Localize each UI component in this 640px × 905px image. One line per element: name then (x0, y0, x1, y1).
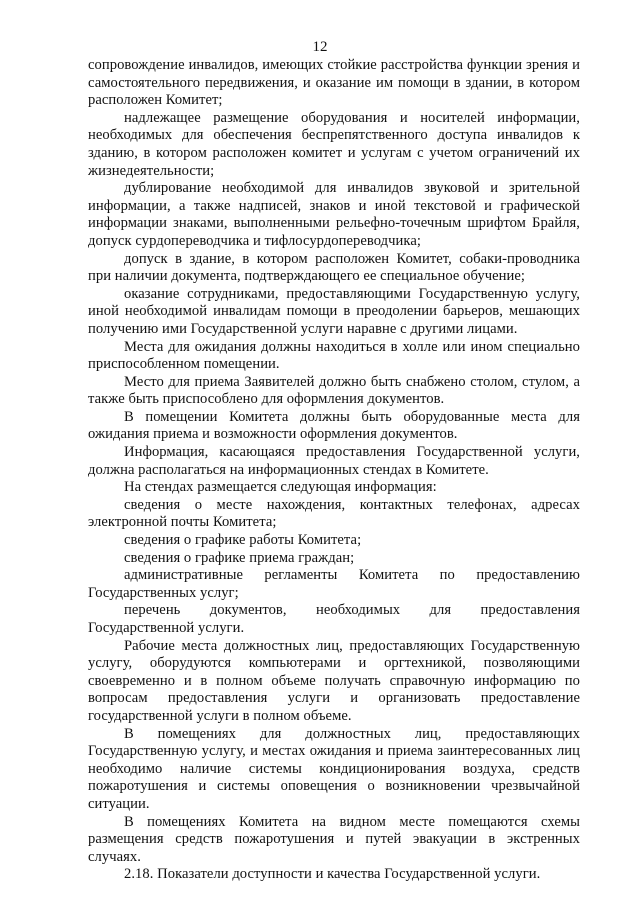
paragraph: В помещениях Комитета на видном месте помещаются схемы размещения средств пожаротушения и путей эвакуации в экстренных случаях. (88, 813, 580, 865)
document-body (88, 57, 580, 884)
paragraph: В помещениях для должностных лиц, предоставляющих Государственную услугу, и местах ожидания и приема заинтересованных лиц необходимо наличие системы кондиционирования воздуха, средств пожаротушения и системы оповещения о возникновении чрезвычайной ситуации. (88, 725, 580, 812)
paragraph: перечень документов, необходимых для предоставления Государственной услуги. (88, 602, 580, 636)
paragraph: Места для ожидания должны находиться в холле или ином специально приспособленном помещении. (88, 338, 580, 373)
page-number: 12 (312, 39, 328, 55)
paragraph: Рабочие места должностных лиц, предоставляющих Государственную услугу, оборудуются компьютерами и оргтехникой, позволяющими своевременно и в полном объеме получать справочную информацию по вопросам предоставления услуги и организовать предоставление государственной услуги в полном объеме. (88, 637, 580, 724)
paragraph: В помещении Комитета должны быть оборудованные места для ожидания приема и возможности оформления документов. (88, 408, 580, 443)
paragraph: оказание сотрудниками, предоставляющими Государственную услугу, иной необходимой инвалидам помощи в преодолении барьеров, мешающих получению ими Государственной услуги наравне с другими лицами. (88, 285, 580, 337)
paragraph: сведения о месте нахождения, контактных телефонах, адресах электронной почты Комитета; (88, 496, 580, 531)
paragraph: административные регламенты Комитета по предоставлению Государственных услуг; (88, 567, 580, 601)
paragraph: сведения о графике приема граждан; (124, 549, 355, 566)
paragraph: сведения о графике работы Комитета; (124, 532, 362, 549)
paragraph: Информация, касающаяся предоставления Государственной услуги, должна располагаться на информационных стендах в Комитете. (88, 444, 580, 478)
paragraph: 2.18. Показатели доступности и качества Государственной услуги. (124, 866, 541, 883)
paragraph: надлежащее размещение оборудования и носителей информации, необходимых для обеспечения беспрепятственного доступа инвалидов к зданию, в котором расположен комитет и услугам с учетом ограничений их жизнедеятельности; (88, 109, 580, 179)
paragraph: сопровождение инвалидов, имеющих стойкие расстройства функции зрения и самостоятельного передвижения, и оказание им помощи в здании, в котором расположен Комитет; (88, 57, 580, 109)
paragraph: На стендах размещается следующая информация: (124, 479, 437, 496)
paragraph: допуск в здание, в котором расположен Комитет, собаки-проводника при наличии документа, подтверждающего ее специальное обучение; (88, 250, 580, 285)
paragraph: Место для приема Заявителей должно быть снабжено столом, стулом, а также быть приспособлено для оформления документов. (88, 373, 580, 408)
paragraph: дублирование необходимой для инвалидов звуковой и зрительной информации, а также надписей, знаков и иной текстовой и графической информации знаками, выполненными рельефно-точечным шрифтом Брайля, допуск сурдопереводчика и тифлосурдопереводчика; (88, 180, 580, 249)
